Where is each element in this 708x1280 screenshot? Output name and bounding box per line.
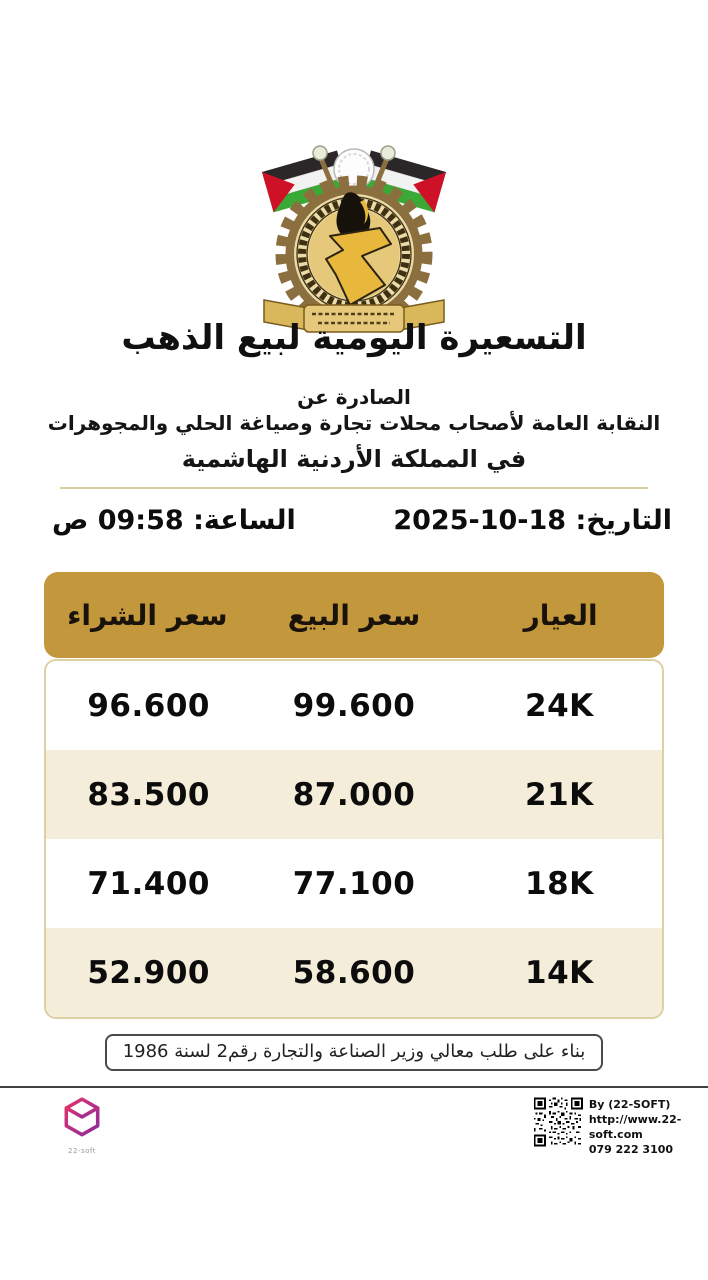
- gold-divider: [60, 487, 648, 489]
- date-label: التاريخ:: [575, 505, 672, 536]
- table-row: [46, 928, 662, 1017]
- page-title: التسعيرة اليومية لبيع الذهب: [121, 318, 587, 358]
- buy-price: 96.600: [87, 687, 210, 724]
- date-value: 18-10-2025: [393, 505, 567, 536]
- karat-value: 21K: [525, 776, 594, 813]
- credit-text: [589, 1092, 708, 1157]
- col-header-sell: سعر البيع: [287, 598, 421, 632]
- footer-divider: [0, 1086, 708, 1088]
- datetime-row: [0, 505, 708, 536]
- qr-code-icon: [534, 1092, 583, 1152]
- time-field: [52, 505, 296, 536]
- karat-value: 18K: [525, 865, 594, 902]
- syndicate-logo: [234, 142, 474, 334]
- credit-by: By (22-SOFT): [588, 1098, 671, 1111]
- legal-note: بناء على طلب معالي وزير الصناعة والتجارة رقم2 لسنة 1986: [105, 1034, 604, 1071]
- syndicate-name: النقابة العامة لأصحاب محلات تجارة وصياغة الحلي والمجوهرات: [47, 411, 661, 435]
- sell-price: 58.600: [292, 954, 416, 991]
- kingdom-name: في المملكة الأردنية الهاشمية: [181, 445, 527, 473]
- cube-logo-icon: [61, 1096, 103, 1142]
- col-header-karat: العيار: [523, 598, 598, 632]
- buy-price: 83.500: [87, 776, 210, 813]
- sell-price: 99.600: [292, 687, 416, 724]
- date-field: [393, 505, 672, 536]
- price-table: [44, 572, 664, 1019]
- table-row: [46, 661, 662, 750]
- buy-price: 71.400: [87, 865, 210, 902]
- buy-price: 52.900: [87, 954, 210, 991]
- table-body: [44, 659, 664, 1019]
- vendor-logo: [50, 1096, 114, 1155]
- time-label: الساعة:: [193, 505, 296, 536]
- col-header-buy: سعر الشراء: [67, 598, 228, 632]
- credit-phone: 079 222 3100: [588, 1143, 674, 1156]
- credit-url: http://www.22-soft.com: [588, 1113, 682, 1141]
- syndicate-emblem-icon: [234, 142, 474, 334]
- issued-by-label: الصادرة عن: [297, 385, 411, 409]
- table-row: [46, 839, 662, 928]
- time-value: 09:58 ص: [52, 505, 184, 536]
- karat-value: 14K: [525, 954, 594, 991]
- sell-price: 77.100: [292, 865, 416, 902]
- karat-value: 24K: [525, 687, 594, 724]
- table-header: [44, 572, 664, 658]
- sell-price: 87.000: [292, 776, 416, 813]
- credit-block: [534, 1092, 708, 1157]
- vendor-logo-caption: 22-soft: [68, 1147, 96, 1155]
- table-row: [46, 750, 662, 839]
- legal-note-wrap: [0, 1034, 708, 1071]
